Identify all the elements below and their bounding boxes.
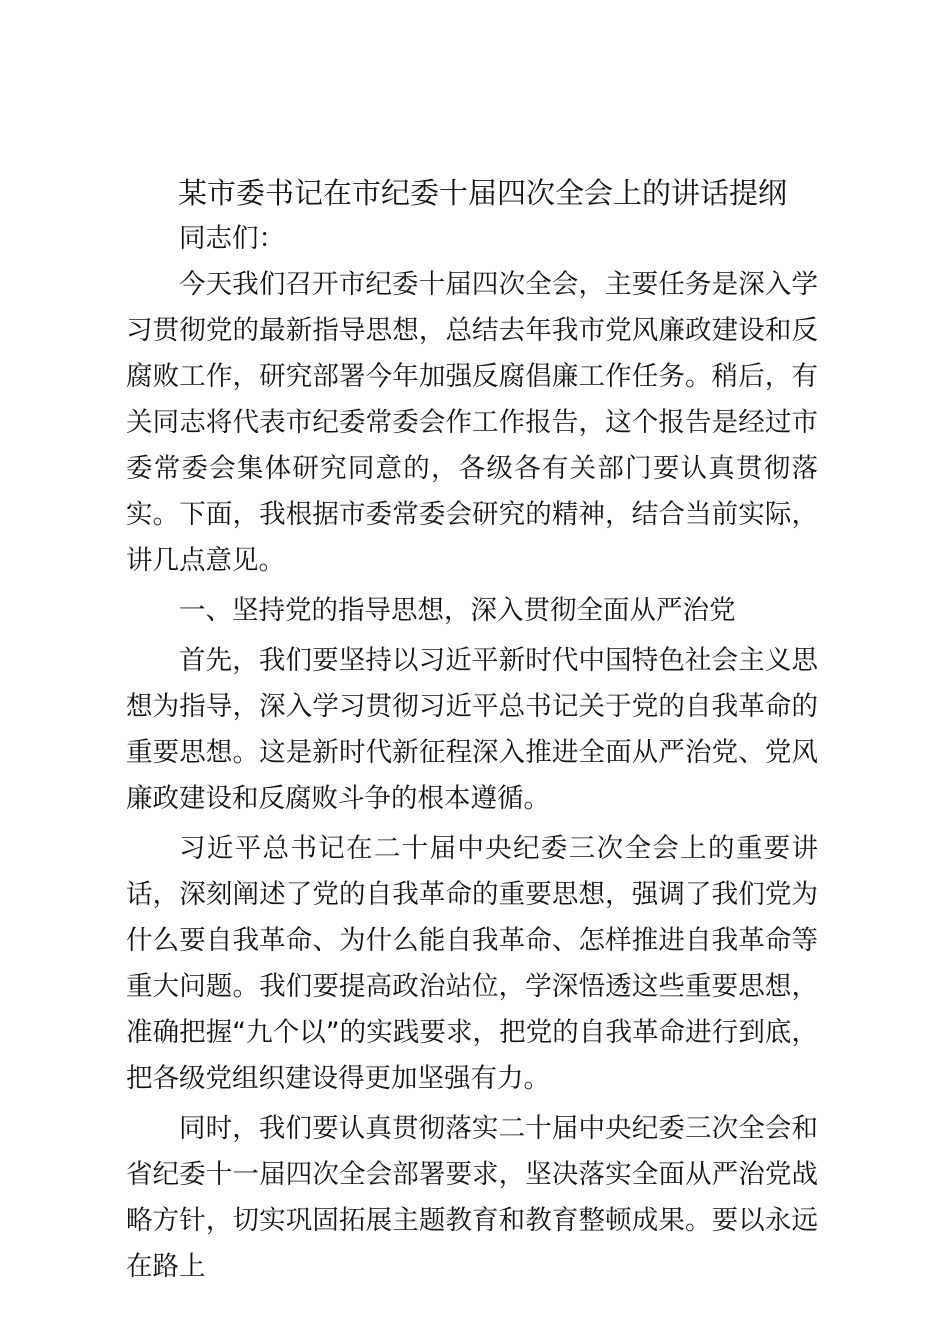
section-paragraph: 习近平总书记在二十届中央纪委三次全会上的重要讲话，深刻阐述了党的自我革命的重要思想，强调了我们党为什么要自我革命、为什么能自我革命、怎样推进自我革命等重大问题。我们要提高政治站位，学深悟透这些重要思想，准确把握“九个以”的实践要求，把党的自我革命进行到底，把各级党组织建设得更加坚强有力。 [126, 833, 818, 1094]
section-paragraph: 首先，我们要坚持以习近平新时代中国特色社会主义思想为指导，深入学习贯彻习近平总书记关于党的自我革命的重要思想。这是新时代新征程深入推进全面从严治党、党风廉政建设和反腐败斗争的根本遵循。 [126, 645, 818, 814]
intro-paragraph: 今天我们召开市纪委十届四次全会，主要任务是深入学习贯彻党的最新指导思想，总结去年我市党风廉政建设和反腐败工作，研究部署今年加强反腐倡廉工作任务。稍后，有关同志将代表市纪委常委会作工作报告，这个报告是经过市委常委会集体研究同意的，各级各有关部门要认真贯彻落实。下面，我根据市委常委会研究的精神，结合当前实际，讲几点意见。 [126, 269, 818, 576]
section-paragraph: 同时，我们要认真贯彻落实二十届中央纪委三次全会和省纪委十一届四次全会部署要求，坚决落实全面从严治党战略方针，切实巩固拓展主题教育和教育整顿成果。要以永远在路上 [126, 1113, 818, 1282]
salutation: 同志们： [179, 223, 285, 254]
section-heading: 一、坚持党的指导思想，深入贯彻全面从严治党 [179, 595, 736, 626]
document-title: 某市委书记在市纪委十届四次全会上的讲话提纲 [178, 176, 788, 210]
document-page [126, 170, 818, 1290]
